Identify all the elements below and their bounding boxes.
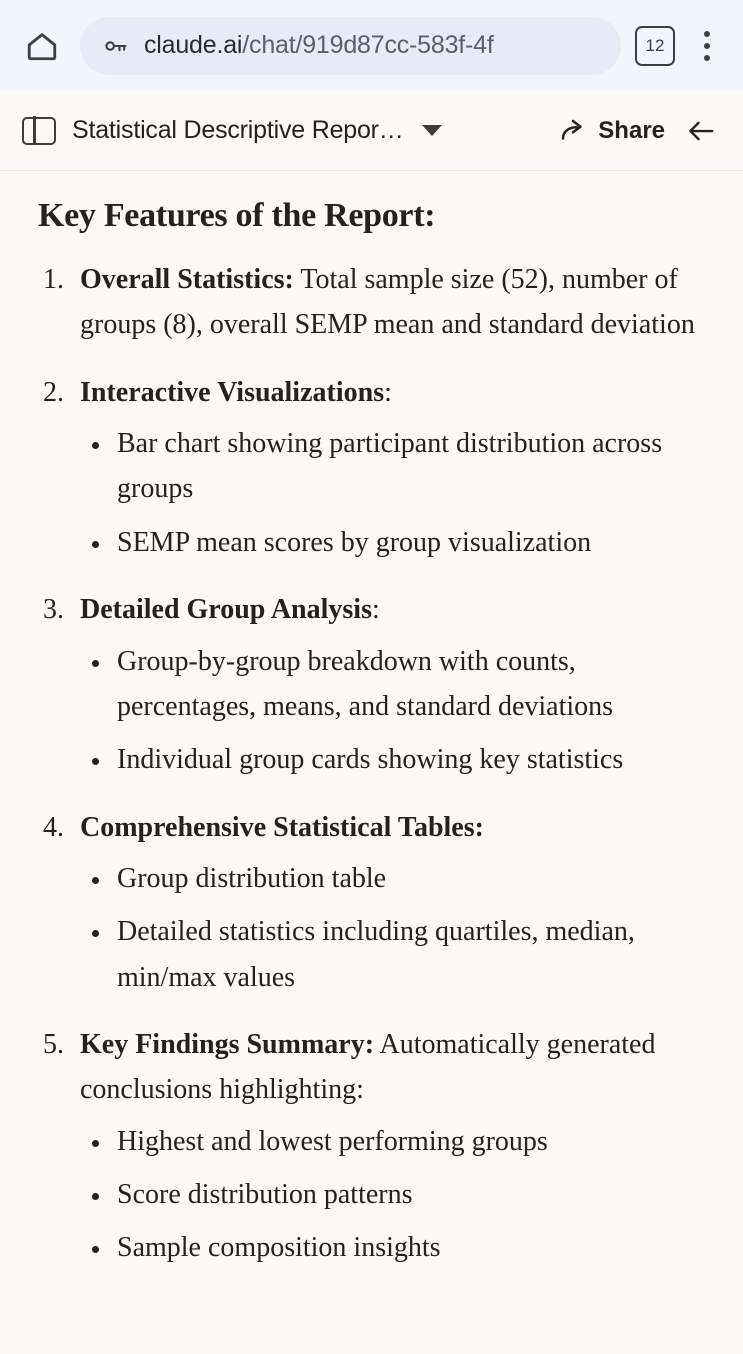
share-label: Share [598,116,665,144]
kebab-menu-icon[interactable] [689,22,725,70]
list-item: Bar chart showing participant distribution across groups [80,421,709,512]
list-item: Highest and lowest performing groups [80,1119,709,1164]
page-title: Key Features of the Report: [38,197,436,234]
feature-title: Overall Statistics: [80,264,294,295]
list-item: Sample composition insights [80,1225,709,1270]
feature-description: : [384,376,392,408]
features-list [38,257,709,1271]
feature-sublist [80,856,709,1000]
list-item: Individual group cards showing key statistics [80,737,709,782]
address-bar-text: claude.ai/chat/919d87cc-583f-4f [144,31,494,59]
feature-sublist [80,1119,709,1271]
feature-title: Interactive Visualizations [80,376,385,408]
browser-toolbar [0,0,743,91]
feature-item [38,1022,709,1271]
home-icon[interactable] [18,22,66,70]
back-arrow-icon[interactable] [681,116,721,146]
feature-sublist [80,639,709,783]
feature-description: : [371,594,380,626]
list-item: Group distribution table [80,856,709,901]
feature-title: Detailed Group Analysis [80,594,372,626]
chat-title: Statistical Descriptive Repor… [72,116,404,144]
feature-item [38,805,709,1000]
feature-title: Key Findings Summary: [80,1029,375,1061]
feature-item [38,257,709,348]
chevron-down-icon[interactable] [422,125,442,136]
address-bar[interactable] [80,17,621,75]
share-icon [558,116,588,146]
feature-description: Total sample size (52), number of groups (8), overall SEMP mean and standard deviation [80,264,695,341]
share-button[interactable] [558,116,665,146]
tab-counter-button[interactable] [635,26,675,66]
feature-sublist [80,421,709,565]
list-item: Detailed statistics including quartiles, median, min/max values [80,909,709,1000]
tab-counter-label: 12 [645,35,665,55]
app-header [0,91,743,171]
sidebar-toggle-icon[interactable] [22,117,56,145]
list-item: Score distribution patterns [80,1172,709,1217]
feature-description: Automatically generated conclusions highlighting: [80,1029,656,1106]
list-item: SEMP mean scores by group visualization [80,520,709,565]
feature-item [38,370,709,565]
feature-item [38,587,709,782]
site-info-icon[interactable] [102,32,130,60]
list-item: Group-by-group breakdown with counts, percentages, means, and standard deviations [80,639,709,730]
message-content [0,171,743,1271]
feature-title: Comprehensive Statistical Tables: [80,811,484,843]
